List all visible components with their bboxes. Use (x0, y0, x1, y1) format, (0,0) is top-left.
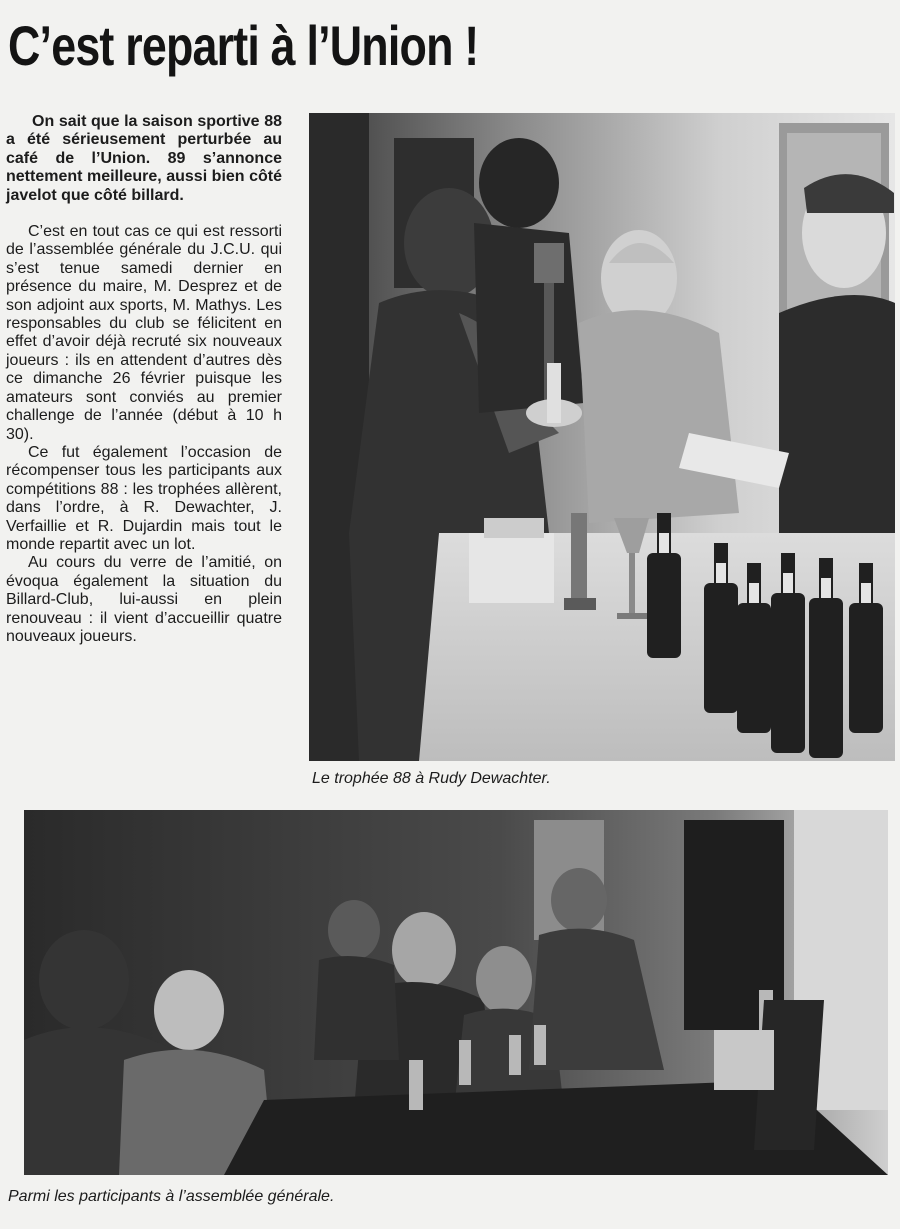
headline: C’est reparti à l’Union ! (8, 14, 479, 77)
body-paragraph: Au cours du verre de l’amitié, on évoqua également la situation du Billard-Club, lui-aussi en plein renouveau : il vient d’accueillir quatre nouveaux joueurs. (6, 554, 282, 645)
trophy-photo-caption: Le trophée 88 à Rudy Dewachter. (312, 770, 551, 787)
lead-paragraph: On sait que la saison sportive 88 a été sérieusement perturbée au café de l’Union. 89 s’annonce nettement meilleure, aussi bien côté javelot que côté billard. (6, 113, 282, 204)
body-paragraph: C’est en tout cas ce qui est ressorti de l’assemblée générale du J.C.U. qui s’est tenue samedi dernier en présence du maire, M. Desprez et de son adjoint aux sports, M. Mathys. Les responsables du club se félicitent en effet d’avoir déjà recruté six nouveaux joueurs : ils en attendent d’autres dès ce dimanche 26 février puisque les amateurs sont conviés au premier challenge de l’année (début à 10 h 30). (6, 223, 282, 443)
assembly-photo-image (24, 810, 888, 1175)
article-body (6, 113, 282, 646)
trophy-photo (309, 113, 895, 761)
assembly-photo-caption: Parmi les participants à l’assemblée générale. (8, 1188, 335, 1205)
assembly-photo (24, 810, 888, 1175)
body-paragraph: Ce fut également l’occasion de récompenser tous les participants aux compétitions 88 : les trophées allèrent, dans l’ordre, à R. Dewachter, J. Verfaillie et R. Dujardin mais tout le monde repartit avec un lot. (6, 443, 282, 553)
trophy-photo-image (309, 113, 895, 761)
